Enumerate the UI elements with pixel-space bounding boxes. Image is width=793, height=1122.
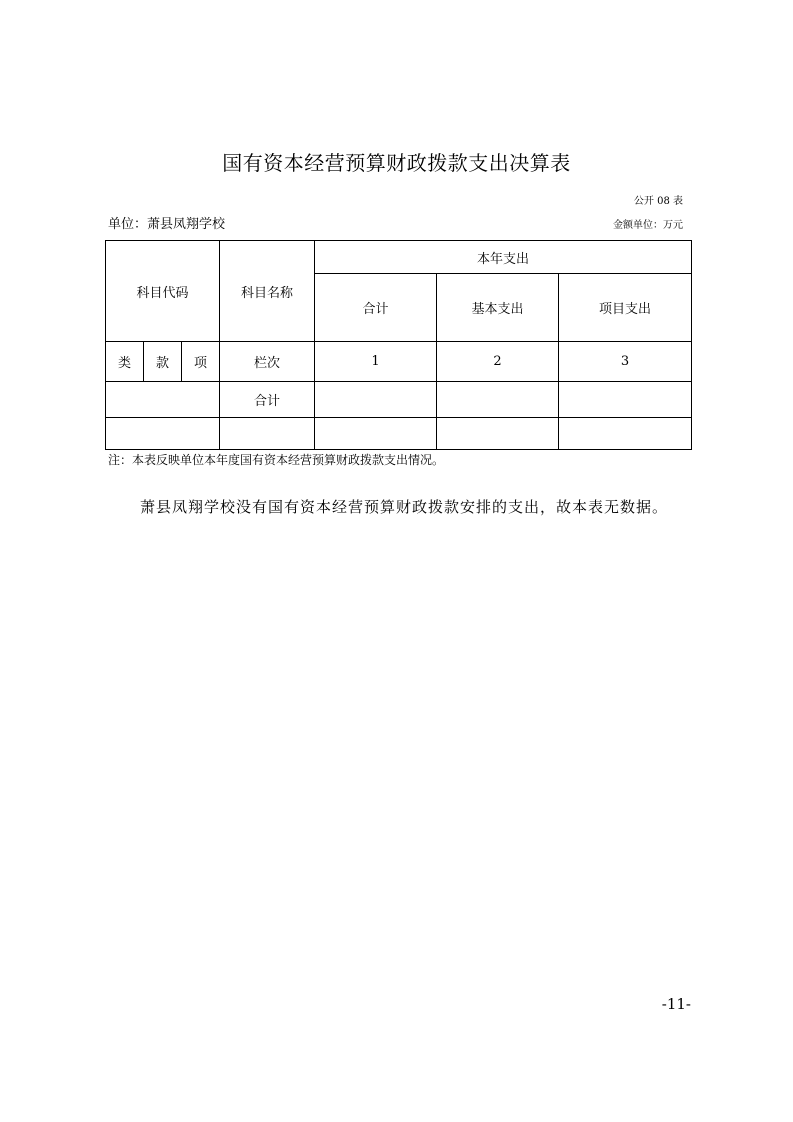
code-row — [106, 342, 692, 382]
total-row — [106, 382, 692, 418]
table-note: 注：本表反映单位本年度国有资本经营预算财政拨款支出情况。 — [108, 453, 445, 467]
empty-row — [106, 418, 692, 450]
code-col-2: 2 — [437, 342, 559, 382]
total-row-code — [106, 382, 220, 418]
money-unit-label: 金额单位：万元 — [613, 220, 683, 231]
code-col-1: 1 — [315, 342, 437, 382]
header-project: 项目支出 — [559, 274, 692, 342]
total-row-total — [315, 382, 437, 418]
total-row-project — [559, 382, 692, 418]
code-column-label: 栏次 — [220, 342, 315, 382]
code-lei: 类 — [106, 342, 144, 382]
expenditure-table — [105, 240, 692, 450]
form-number: 公开 08 表 — [633, 196, 683, 207]
page-title: 国有资本经营预算财政拨款支出决算表 — [222, 151, 571, 175]
code-col-3: 3 — [559, 342, 692, 382]
empty-row-project — [559, 418, 692, 450]
unit-label: 单位：萧县凤翔学校 — [108, 217, 226, 232]
header-total: 合计 — [315, 274, 437, 342]
header-row-top — [106, 241, 692, 274]
header-subject-code: 科目代码 — [106, 241, 220, 342]
code-xiang: 项 — [182, 342, 220, 382]
header-current-year: 本年支出 — [315, 241, 692, 274]
header-basic: 基本支出 — [437, 274, 559, 342]
empty-row-basic — [437, 418, 559, 450]
empty-row-code — [106, 418, 220, 450]
empty-row-name — [220, 418, 315, 450]
header-subject-name: 科目名称 — [220, 241, 315, 342]
empty-row-total — [315, 418, 437, 450]
body-paragraph: 萧县凤翔学校没有国有资本经营预算财政拨款安排的支出，故本表无数据。 — [140, 498, 669, 516]
code-kuan: 款 — [144, 342, 182, 382]
page-number: -11- — [661, 995, 691, 1013]
total-row-label: 合计 — [220, 382, 315, 418]
total-row-basic — [437, 382, 559, 418]
